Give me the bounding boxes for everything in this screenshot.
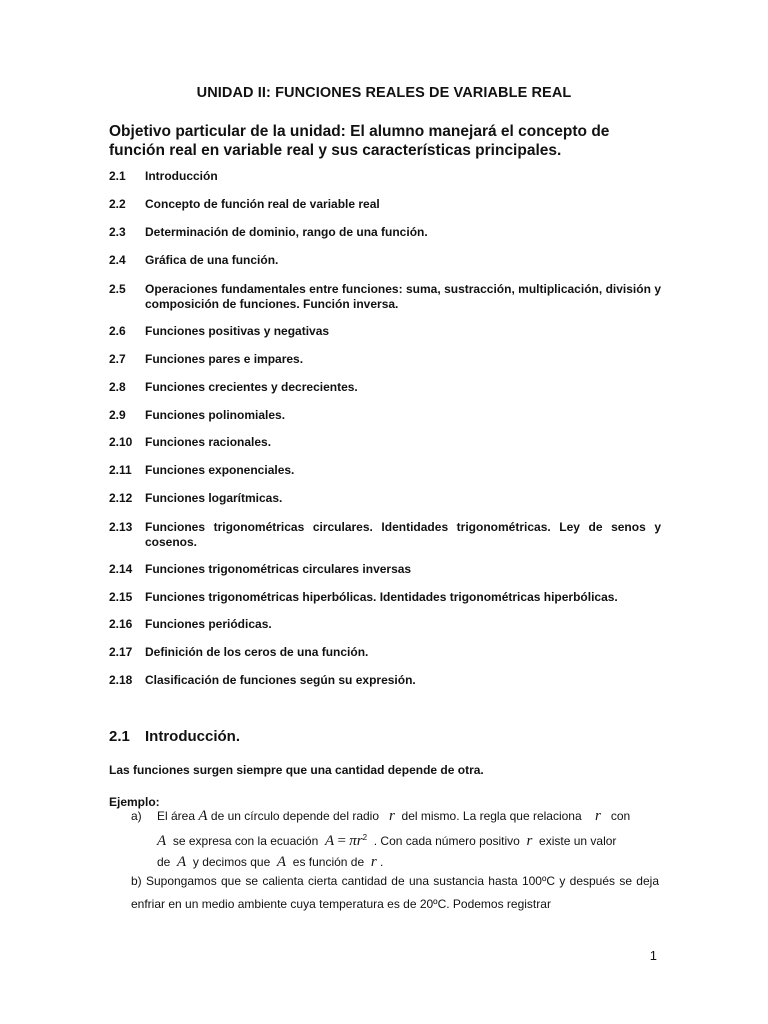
toc-item-number: 2.13 xyxy=(109,520,133,534)
toc-item xyxy=(109,169,661,184)
section-number: 2.1 xyxy=(109,728,130,745)
toc-item xyxy=(109,435,661,450)
example-a-text: del mismo. La regla que relaciona xyxy=(401,809,582,823)
toc-item-text: Gráfica de una función. xyxy=(145,253,279,267)
toc-item-text: Introducción xyxy=(145,169,218,183)
var-area: A xyxy=(276,854,287,870)
toc-item-text: Operaciones fundamentales entre funciones: suma, sustracción, multiplicación, división y composición de funciones. Función inversa. xyxy=(145,282,661,311)
toc-item-number: 2.16 xyxy=(109,617,133,631)
example-a-text: El área xyxy=(157,809,196,823)
toc-item xyxy=(109,282,661,311)
example-a-text: se expresa con la ecuación xyxy=(172,834,319,848)
toc-item-text: Funciones pares e impares. xyxy=(145,352,304,366)
toc-item-text: Concepto de función real de variable real xyxy=(145,197,380,211)
example-a-text: de xyxy=(157,855,171,869)
toc-item-text: Funciones trigonométricas circulares inversas xyxy=(145,562,412,576)
var-radius: r xyxy=(526,833,533,849)
toc-item-number: 2.18 xyxy=(109,673,133,687)
toc-item xyxy=(109,197,661,212)
toc-item-number: 2.3 xyxy=(109,225,126,239)
example-a-line-2 xyxy=(157,827,661,852)
intro-paragraph: Las funciones surgen siempre que una cantidad depende de otra. xyxy=(109,763,484,777)
toc-item xyxy=(109,225,661,240)
toc-item-text: Determinación de dominio, rango de una función. xyxy=(145,225,428,239)
toc-item-text: Funciones periódicas. xyxy=(145,617,272,631)
toc-item-number: 2.8 xyxy=(109,380,126,394)
toc-item xyxy=(109,491,661,506)
toc-item xyxy=(109,380,661,395)
toc-item-number: 2.1 xyxy=(109,169,126,183)
toc-item xyxy=(109,673,661,688)
page-number: 1 xyxy=(649,948,657,963)
var-area: A xyxy=(198,808,208,824)
toc-item xyxy=(109,645,661,660)
toc-item-text: Funciones positivas y negativas xyxy=(145,324,330,338)
toc-item xyxy=(109,408,661,423)
example-a-text: es función de xyxy=(292,855,365,869)
toc-item xyxy=(109,590,661,605)
toc-item-text: Funciones crecientes y decrecientes. xyxy=(145,380,358,394)
toc-item-number: 2.15 xyxy=(109,590,133,604)
example-a-text: y decimos que xyxy=(192,855,271,869)
toc-item-number: 2.11 xyxy=(109,463,132,477)
toc-item-text: Definición de los ceros de una función. xyxy=(145,645,369,659)
example-a-marker: a) xyxy=(131,809,142,823)
example-a-text: de un círculo depende del radio xyxy=(210,809,380,823)
unit-objective: Objetivo particular de la unidad: El alumno manejará el concepto de función real en variable real y sus características principales. xyxy=(109,123,610,159)
toc-item-number: 2.10 xyxy=(109,435,133,449)
example-a-text: existe un valor xyxy=(539,834,617,848)
unit-title: UNIDAD II: FUNCIONES REALES DE VARIABLE REAL xyxy=(196,85,572,101)
toc-item-text: Funciones racionales. xyxy=(145,435,272,449)
toc-item-number: 2.5 xyxy=(109,282,126,296)
toc-item xyxy=(109,520,661,549)
example-a-text: . xyxy=(380,855,384,869)
toc-item xyxy=(109,253,661,268)
section-heading xyxy=(109,728,240,745)
toc-item-number: 2.17 xyxy=(109,645,133,659)
var-radius: r xyxy=(595,808,601,824)
eq-var-radius: r xyxy=(356,833,363,849)
toc-item xyxy=(109,562,661,577)
toc-item-number: 2.14 xyxy=(109,562,133,576)
toc-item-number: 2.2 xyxy=(109,197,126,211)
toc-item xyxy=(109,324,661,339)
example-a-text: . Con cada número positivo xyxy=(373,834,520,848)
example-b: b) Supongamos que se calienta cierta cantidad de una sustancia hasta 100ºC y después se deja enfriar en un medio ambiente cuya temperatura es de 20ºC. Podemos registrar xyxy=(131,874,659,911)
toc-item xyxy=(109,352,661,367)
toc-item xyxy=(109,617,661,632)
toc-item-number: 2.7 xyxy=(109,352,126,366)
toc-item-text: Funciones exponenciales. xyxy=(145,463,295,477)
section-title: Introducción. xyxy=(145,728,240,745)
var-area: A xyxy=(157,833,167,849)
eq-var-area: A xyxy=(324,833,335,849)
example-a-text: con xyxy=(610,809,631,823)
toc-item-text: Funciones logarítmicas. xyxy=(145,491,283,505)
toc-item-text: Clasificación de funciones según su expresión. xyxy=(145,673,416,687)
example-a xyxy=(131,806,661,873)
toc-item-text: Funciones trigonométricas circulares. Identidades trigonométricas. Ley de senos y cosenos. xyxy=(145,520,661,549)
var-radius: r xyxy=(389,808,395,824)
eq-equals: = xyxy=(337,833,346,849)
toc-item-text: Funciones polinomiales. xyxy=(145,408,286,422)
example-a-line-1 xyxy=(157,806,661,827)
var-area: A xyxy=(177,854,187,870)
area-equation xyxy=(325,834,367,848)
toc-item-number: 2.6 xyxy=(109,324,126,338)
eq-pi: π xyxy=(349,833,357,849)
toc-item-number: 2.12 xyxy=(109,491,133,505)
eq-exponent: 2 xyxy=(362,833,368,842)
example-label: Ejemplo: xyxy=(109,795,160,809)
var-radius: r xyxy=(370,854,377,870)
toc-item xyxy=(109,463,661,478)
toc-item-text: Funciones trigonométricas hiperbólicas. Identidades trigonométricas hiperbólicas. xyxy=(145,590,618,604)
toc-item-number: 2.9 xyxy=(109,408,126,422)
toc-item-number: 2.4 xyxy=(109,253,126,267)
